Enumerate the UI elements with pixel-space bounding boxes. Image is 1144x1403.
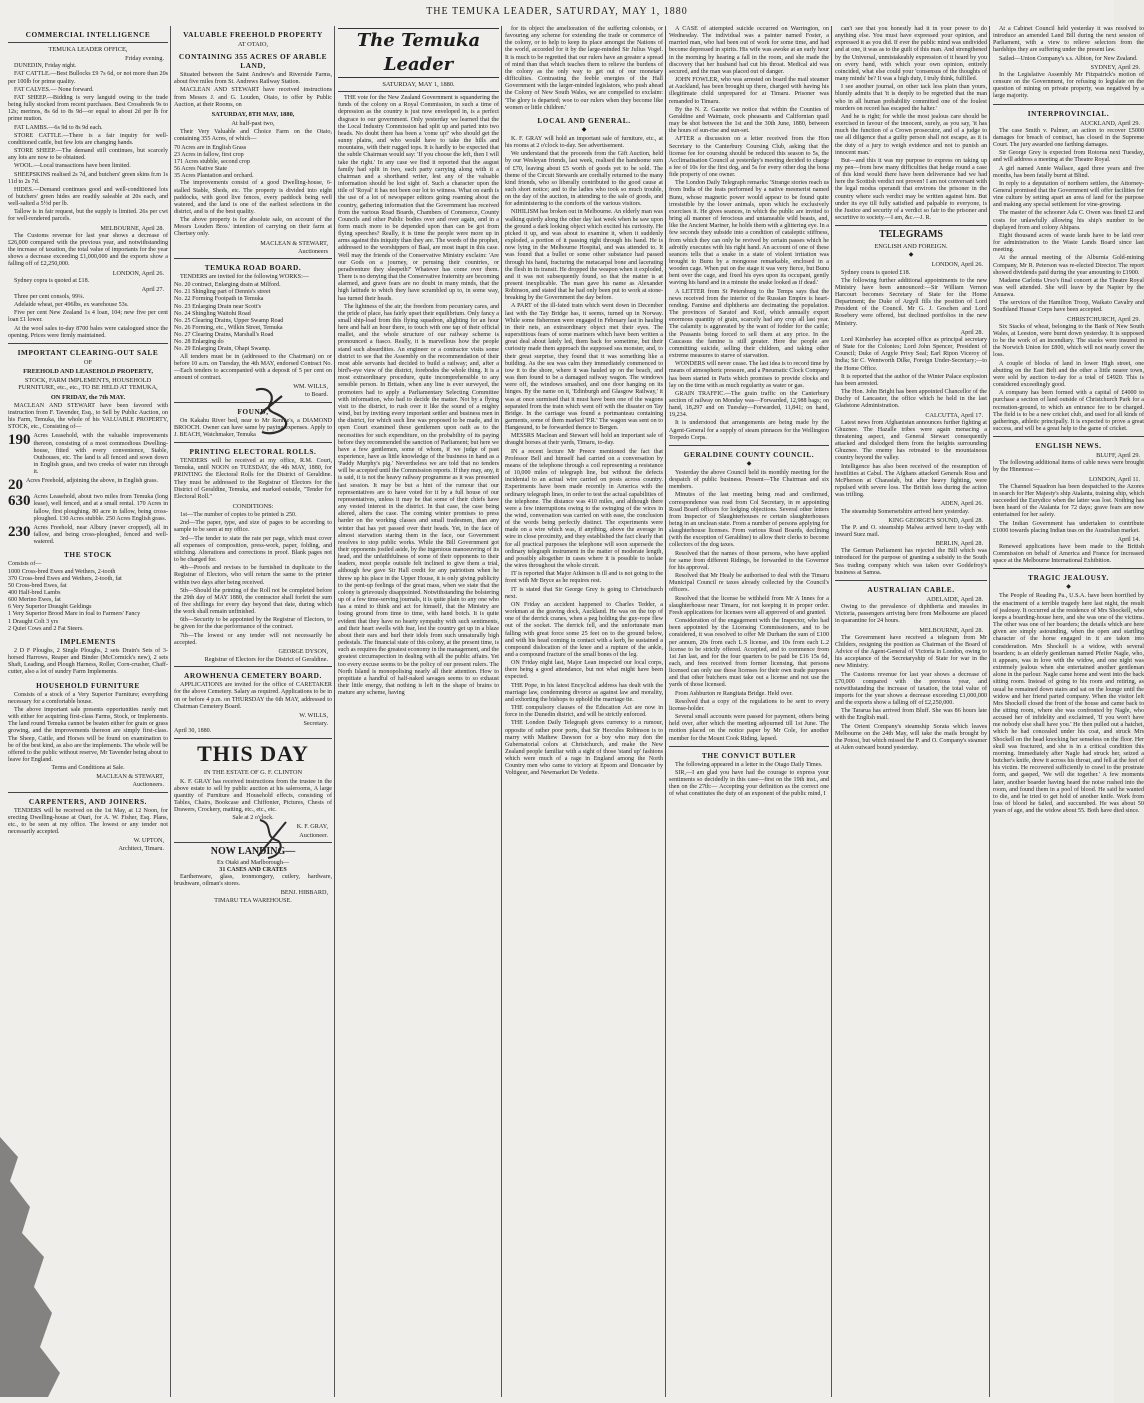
dateline: CHRISTCHURCH, April 29. — [1067, 315, 1140, 323]
dateline: BERLIN, April 28. — [935, 540, 983, 548]
list-item: 171 Acres stubble, second crop — [174, 158, 250, 165]
news-item: NIHILISM has broken out in Melbourne. An elderly man was walking quietly along the other day last week when he saw upon the ground a dark looking object which excited his curiosity. He picked it up, and was about to examine it, when it suddenly exploded, a portion of it passing right through his hand. He is now lying in the Melbourne Hospital, and was attended to. It was found that a bullet or some other substance had passed through his hand, fracturing the metacarpal bone and lacerating the flesh in its transit. He dropped the weapon when it exploded, and it was not subsequently found, so that the matter is at present inexplicable. The man gave his name as Alexander Robinson, and stated that he had only been put to work at stone-breaking by the Government the day before. — [505, 209, 663, 302]
column-4: for its object the amelioration of the suffering colonists, or favouring any scheme for extending the trade or commerce of the colony, or to help to keep its place amongst the Nations of the world, accorded for it by the large-minded Sir Julius Vogel. It is much to be regretted that our rulers have an greater a spread of mind than that which teaches them to relieve the burdens of the colony as the only way to get out of our monetary difficulties. Contrasting the feeble energies of the Hall Government with the larger-minded legislators, who push ahead the Colony of New South Wales, we are compelled to exclaim: 'The glory is departed; woe to our rulers when they become like women or little children.' LOCAL AND GENERAL. ◆ K. F. GRAY will hold an important sale of furniture, etc., at his rooms at 2 o'clock to-day. See advertisement. We understand that the proceeds from the Gift Auction, held by our Wesleyan friends, last week, realised the handsome sum of £70, leaving about £5 worth of goods yet to be sold. The theme of the Circuit Stewards are cordially returned to the many kind friends, who so liberally contributed to the good cause at such short notice; and to the ladies who took so much trouble, on the day of the auction, in attending to the sale of goods, and for administering to the comforts of the various visitors. NIHILISM has broken out in Melbourne. An elderly man was walking quietly along the other day last week when he saw upon the ground a dark looking object which excited his curiosity. He picked it up, and was about to examine it, when it suddenly exploded, a portion of it passing right through his hand. He is now lying in the Melbourne Hospital, and was attended to. It was found that a bullet or some other substance had passed through his hand, fracturing the metacarpal bone and lacerating the flesh in its transit. He dropped the weapon when it exploded, and it was not subsequently found, so that the matter is at present inexplicable. The man gave his name as Alexander Robinson, and stated that he had only been put to work at stone-breaking by the Government the day before. A PART of the ill-fated train which went down in December last with the Tay Bridge has, it seems, turned up in Norway. While some fishermen were engaged in February last in hauling in their nets, an extraordinary object met their eyes. The superstitious fears of some mariners which have been written a great deal about lately led, them back for sometime, but their curiosity made them approach the supposed sea monster, and, to their great surprise, they found that it was something like a building. As the sea was calm they immediately commenced to tow it to the shore, where it was hauled up on the beach, and was then found to be a damaged railway wagon. The windows were off, the windows smashed, and one door hanging on its hinges. By the name on it, 'Edinburgh and Glasgow Railway,' it was at once surmised that it must have been one of the wagons separated from the train which went off with the disaster on Tay Bridge. In the carriage was found a portmanteau containing garments, some of them marked 'P.R.' The wagon was sent on to Hangesund, to be forwarded thence to Bergen. MESSRS Maclean and Stewart will hold an important sale of draught horses at their yards, Timaru, to-day. IN a recent lecture Mr Preece mentioned the fact that Professor Bell and himself had carried on a conversation by means of the telephone through a coil representing a resistance of 10,000 miles of telegraph line, but without the defects incidental to an actual wire carried on posts across country. Experiments have been made recently in America with the ordinary telegraph lines, in order to test the actual capabilities of the telephone. The distance was 410 miles, and although there were a few interruptions owing to the swinging of the wires in the wind, conversation was carried on with ease, the conclusion of the words being perfectly distinct. The experiments were made on a wire which was, if anything, above the average in wire in close proximity, and they established the fact clearly that for all practical purposes the telephone will soon supersede the ordinary telegraph instrument in the matter of moderate length, and possibly altogether in cases where it is possible to isolate the wires throughout the whole circuit. IT is reported that Major Atkinson is ill and is not going to the front with Mr Bryce as he requires rest. IT is stated that Sir George Grey is going to Christchurch next. ON Friday an accident happened to Charles Tedder, a workman at the graving dock, Auckland. He was on the top of one of the derrick cranes, when a peg holding the guy-rope flew out of the socket. The derrick fell, and the unfortunate man falling with great force some 25 feet on to the ground below, and with his head coming in contact with a kerb, he sustained a compound dislocation of the knee and a rupture of the ankle, and a compound fracture of the small bones of the leg. ON Friday night last, Major Lean inspected our local corps, there being a good attendance, but not what might have been expected. THE Pope, in his latest Encyclical address has dealt with the marriage law, condemning divorce as against law and morality, and exhorting the bishops to uphold the marriage tie. THE compulsory clauses of the Education Act are now in force in the Dunedin district, and will be strictly enforced. THE London Daily Telegraph gives currency to a rumour, opposite of rather poor ports, that Sir Hercules Robinson is to marry with Mathew Dawson for a boy who may don the Gubernatorial colors at Christchurch, and make the New Zealand people familiar with a sight of those 'stand up' fashions which were much of a rage in England among the North Country men who came to victory at Epsom and Doncaster by Voltigeur, and Newmarket De Vedette. — [505, 26, 663, 1397]
condition: 3rd—The tender to state the rate per page, which must cover all expenses of composition, press-work, paper, folding, and stitching. Alterations and corrections in proof. Blank pages not to be charged for. — [174, 535, 332, 564]
english-news-heading: ENGLISH NEWS. — [1035, 441, 1102, 451]
news-item: Sir George Grey is expected from Rotorua next Tuesday, and will address a meeting at the Theatre Royal. — [993, 150, 1144, 164]
furniture-heading: HOUSEHOLD FURNITURE — [36, 680, 140, 690]
estate-time: Sale at 2 o'clock. — [232, 815, 274, 822]
list-item: No. 24 Shingling Waitohi Road — [174, 310, 251, 317]
dateline: LONDON, April 26. — [931, 261, 983, 269]
dateline: MELBOURNE, April 28. — [100, 224, 164, 232]
cable-item: Owing to the prevalence of diphtheria and measles in Victoria, passengers arriving here from Melbourne are placed in quarantine for 24 hours. — [835, 604, 987, 625]
property-date: SATURDAY, 8TH MAY, 1880, — [211, 110, 295, 118]
signature: Auctioneers. — [132, 781, 164, 789]
this-day-heading: THIS DAY — [197, 741, 309, 767]
paragraph: SHEEPSKINS realised 2s 7d, and butchers' green skins fr.m 1s 11d to 2s 7d. — [8, 171, 168, 185]
dateline: LONDON, April 11. — [1089, 475, 1140, 483]
paragraph: STORE SHEEP.—The demand still continues, but scarcely any lots are now to be obtained. — [8, 148, 168, 162]
sale-heading: IMPORTANT CLEARING-OUT SALE — [17, 347, 159, 357]
news-item: IT is reported that Major Atkinson is ill and is not going to the front with Mr Bryce as he requires rest. — [505, 571, 663, 585]
list-item: No. 28 Enlarging do — [174, 339, 224, 346]
australian-cable-heading: AUSTRALIAN CABLE. — [867, 584, 955, 594]
cable-item: The Tararua has arrived from Bluff. She was 86 hours late with the English mail. — [835, 708, 987, 722]
leader-date: SATURDAY, MAY 1, 1880. — [382, 81, 455, 88]
tragic-jealousy-heading: TRAGIC JEALOUSY. — [1028, 573, 1109, 583]
telegrams-heading: TELEGRAMS — [879, 229, 943, 241]
news-item: The Channel Squadron has been despatched to the Azores in search for Her Majesty's ship Atalanta, training ship, which succeeded the Eurydice when the latter was lost. Nothing has been heard of the Atalanta for 72 days; grave fears are now entertained for her safety. — [993, 483, 1144, 519]
paragraph: DUNEDIN, Friday night. — [14, 63, 77, 70]
news-item: In reply to a deputation of northern settlers, the Attorney-General promised that the Government will offer facilities for vine culture by setting apart an area of land for the purpose and making any special settlement for vine-growing. — [993, 180, 1144, 209]
news-item: AFTER a discussion on a letter received from the Hon Secretary to the Canterbury Coursing Club, asking that the license fee for coursing should be reduced this season to 5s, the Acclimatisation Council at yesterday's meeting decided to charge a fee of 10s for the first dog, and 5s for every other dog the bona fide property of one owner. — [669, 136, 829, 179]
news-item: JOHN FOWLER, who was arrested on board the mail steamer at Auckland, has been brought up there, charged with having his illegitimate child unprepared for at Timaru. Prisoner was remanded to Timaru. — [669, 77, 829, 105]
council-item: Yesterday the above Council held its monthly meeting for the despatch of public business. Present—The Chairman and six members. — [669, 469, 829, 491]
editorial-paragraph: for its object the amelioration of the suffering colonists, or favouring any scheme for extending the trade or commerce of the colony, or to help to keep its place amongst the Nations of the world, accorded for it by the large-minded Sir Julius Vogel. It is much to be regretted that our rulers have an greater a spread of mind than that which teaches them to relieve the burdens of the colony as the only way to get out of our monetary difficulties. Contrasting the feeble energies of the Hall Government with the larger-minded legislators, who push ahead the Colony of New South Wales, we are compelled to exclaim: 'The glory is departed; woe to our rulers when they become like women or little children.' — [505, 26, 663, 111]
cemetery-date: April 30, 1880. — [174, 728, 212, 735]
editorial-paragraph: THE vote for the New Zealand Government is squandering the funds of the colony on a Royal Commission, in such a time of depression as the country is just now enveloped in, is a perfect disgrace to our government. Only yesterday we learned that the the Local Industry Commission had split up and parted into two heads. No doubt there has been a 'come up!' who should get the sunny plains, and who would have to take the hills and mountains, with their rugged tops. It is hardly to be expected that the subtle Chairman would say: 'If you choose the left, then I will take the right.' In any case we find it reported that the august family had split in two, each party carrying along with it a chairman and a shorthand writer, lest any of the valuable information should be lost sight of. Such a character upon the title of 'Royal' it has not been our lot to witness. What on earth is the use of a lot of newspaper editors going roaming about the country, gathering information that the Government has received from the various Road Boards, Chambers of Commerce, County Councils and other Public bodies over and over again, and in a form much more to be depended upon than can be got from flying speeches? Really, it is time the people were more up in arms against this iniquity than they are. The words of the prophet, addressed to the worshippers of Baal, are most inapt in this case. Well may the friends of the Conservative Ministry exclaim: 'Are our Gods on a journey, or perusing their countries, or peradventure they sleepeth?' Whatever has come over them. There is no denying that the Conservative fraternity are becoming alarmed, and grave fears are no doubt in many minds, that the high latitude to which they have scrambled up to, in some way, has turned their heads. — [338, 95, 499, 302]
news-item: K. F. GRAY will hold an important sale of furniture, etc., at his rooms at 2 o'clock to-day. See advertisement. — [505, 135, 663, 150]
telegram-item: The following further additional appointments to the new Ministry have been announced:—Sir William Vernon Harcourt becomes Secretary of State for the Home Department; the Duke of Argyll fills the position of Lord President of the Council. Mr G. J. Goschen and Lord Rosebery were offered, but declined portfolios in the new Ministry. — [835, 277, 987, 327]
lot-text: Acres Freehold, near Albury (never cropped), all in fallow, and being cross-ploughed, fenced and well-watered. — [33, 524, 168, 546]
found-heading: FOUND, — [237, 406, 269, 416]
property-heading: VALUABLE FREEHOLD PROPERTY — [183, 30, 323, 39]
telegram-item: Sydney coura is quoted £18. — [841, 269, 911, 276]
terms-line: Terms and Conditions at Sale. — [51, 765, 125, 772]
cable-item: The Orient Company's steamship Sorata which leaves Melbourne on the 24th May, will take the mails brought by the Potosi, but which missed the P. and O. Company's steamer at Aden outward bound yesterday. — [835, 723, 987, 752]
list-item: 1 Very Superior Brood Mare in foal to Farmers' Fancy — [8, 611, 141, 618]
news-item: ON Friday an accident happened to Charles Tedder, a workman at the graving dock, Auckland. He was on the top of one of the derrick cranes, when a peg holding the guy-rope flew out of the socket. The derrick fell, and the unfortunate man falling with great force some 25 feet on to the ground below, and with his head coming in contact with a kerb, he sustained a compound dislocation of the knee and a rupture of the ankle, and a compound fracture of the small bones of the leg. — [505, 601, 663, 658]
news-item: WONDERS will never cease. The last idea is to record time by means of atmospheric pressure, and a Pneumatic Clock Company has been started in Paris which promises to provide clocks and lay on the time with as much regularity as water or gas. — [669, 361, 829, 389]
news-item: The master of the schooner Ada C. Owen was fined £2 and costs for unlawfully allowing his ship's number to be displayed from and colony Ahipara. — [993, 210, 1144, 231]
letter-paragraph: can't see that you honestly had it in your power to do anything else. You must have expressed your opinion, and expressed it as you did. If ever the public mind was undivided and at one, it was as to the guilt of this man. And strengthened by the Universal, unmistakeably expression of it heard by you on every hand, with which your own opinion, entirely coincided, what else could your 'consensus of the thoughts of many minds' be? It was a high duty, I truly think, fulfilled. — [835, 26, 987, 83]
signature: MACLEAN & STEWART, — [260, 239, 328, 247]
news-item: MESSRS Maclean and Stewart will hold an important sale of draught horses at their yards, Timaru, to-day. — [505, 433, 663, 447]
condition: 2nd—The paper, type, and size of pages to be according to sample to be seen at my office. — [174, 520, 332, 534]
local-general-heading: LOCAL AND GENERAL. — [537, 115, 631, 125]
lot-item — [8, 433, 168, 476]
cable-item: At a Cabinet Council held yesterday it was resolved to introduce an amended Land Bill during the next session of Parliament, with a view to relieve selectors from the hardships they are suffering under the present law. — [993, 26, 1144, 54]
news-item: A girl named Annie Wallace, aged three years and five months, has been fatally burnt at Blind. — [993, 165, 1144, 179]
property-situated: Situated between the Saint Andrew's and Riverside Farms, about five miles from St. Andrews Railway Station. — [174, 72, 332, 86]
sale-subheading: ON FRIDAY, the 7th MAY. — [50, 393, 126, 401]
lot-number: 190 — [8, 432, 31, 449]
estate-text: K. F. GRAY has received instructions from the trustee in the above estate to sell by public auction at his salerooms, A large quantity of Furniture and Household effects, consisting of Tables, Chairs, Bookcase and Chiffonier, Pictures, Chests of Drawers, Crockery, matting, etc., etc., etc. — [174, 778, 332, 814]
signature: Secretary. — [303, 720, 328, 728]
list-item: 2 Quiet Cows and 2 Fat Steers. — [8, 625, 84, 632]
paragraph: Tallow is in fair request, but the supply is limited. 26s per cwt for well-rendered parcels. — [8, 209, 168, 223]
implements-heading: IMPLEMENTS — [60, 636, 116, 646]
lot-number: 20 — [8, 477, 23, 494]
paragraph: FAT CATTLE.—Best Bullocks £9 7s 6d, or not more than 20s per 100lb for prime quality. — [8, 71, 168, 85]
list-item: No. 26 Forming, etc., Wilkin Street, Temuka — [174, 325, 283, 331]
dateline: AUCKLAND, April 29. — [1080, 119, 1140, 127]
condition: 4th—Proofs and revises to be furnished in duplicate to the Registrar of Electors, who will return the same to the printer within two days after being received. — [174, 565, 332, 586]
paragraph: Sydney copra is quoted at £18. — [14, 277, 90, 284]
council-item: Minutes of the last meeting being read and confirmed, correspondence was read from Col Secretary, in re appointing Road Board officers for lodging objections. Several other letters from Inspector of Slaughterhouses re certain slaughterhouses being in an unclean state. From a number of persons applying for slaughterhouse licenses. From various Road Boards, declining (with the exception of Geraldine) to allow their clerks to become collectors of the dog taxes. — [669, 492, 829, 549]
news-item: The services of the Hamilton Troop, Waikato Cavalry and Southland Hussar Corps have been accepted. — [993, 300, 1144, 314]
sale-subheading: OF — [83, 358, 93, 366]
acres-list — [174, 145, 332, 181]
dateline: ADELAIDE, April 28. — [926, 595, 983, 603]
list-item: 370 Cross-bred Ewes and Wethers, 2-tooth, fat — [8, 575, 122, 582]
signature: Registrar of Electors for the District of Geraldine. — [204, 656, 328, 664]
column-1 — [8, 26, 168, 1397]
council-item: Resolved that a copy of the regulations to be sent to every license-holder. — [669, 698, 829, 712]
cable-item: The Government have received a telegram from Mr Childers, resigning the position as Chairman of the Board of Advice of the Agent-General of Victoria in London, owing to his acceptance of the Secretaryship of State for war in the new Ministry. — [835, 634, 987, 670]
property-desc: Their Very Valuable and Choice Farm on the Otaio, containing 355 Acres, of which— — [174, 129, 332, 143]
letter-paragraph: But—and this it was my purpose to express on taking up my pen—from how many difficulties that hedge round a case of this kind would there have been deliverance had we had here the Scottish verdict not proven! I am not conversant with the legal modus operandi that environs the prisoner in the country where such verdict may be written against him. But under its eye till fully satisfied and palpable to everyone, is the Justice and security of a verdict so fair to the prisoner and securitive to society.—I am, &c.—J. R. — [835, 157, 987, 222]
news-item: GRAIN TRAFFIC.—The grain traffic on the Canterbury section of railway on Monday was—Forwarded, 12,988 bags; on hand, 18,297 and on Tuesday—Forwarded, 11,841; on hand, 19,234. — [669, 390, 829, 419]
property-subheading: CONTAINING 355 ACRES OF ARABLE LAND, — [178, 52, 328, 71]
dateline: CALCUTTA, April 17. — [925, 411, 983, 419]
news-item: THE Pope, in his latest Encyclical address has dealt with the marriage law, condemning divorce as against law and morality, and exhorting the bishops to uphold the marriage tie. — [505, 682, 663, 703]
list-item: No. 20 contract, Enlarging drain at Milford. — [174, 282, 281, 289]
estate-heading: IN THE ESTATE OF G. F. CLINTON — [203, 769, 303, 777]
list-item: 56 Acres Native State — [174, 166, 227, 173]
letter-paragraph: I see another journal, on other tack less plain than yours, bluntly admits that 'it is deeply to be regretted that the man who in all human probability committed one of the foulest murders on record has escaped the halter.' — [835, 84, 987, 112]
list-item: No. 27 Clearing Drains, Marshall's Road — [174, 332, 274, 339]
news-item: The case Smith v. Palmer, an action to recover £5000 damages for breach of contract, has closed in the Supreme Court. The jury awarded one farthing damages. — [993, 127, 1144, 149]
paragraph: At the wool sales to-day 8700 bales were catalogued since the opening. Prices were firmly maintained. — [8, 325, 168, 339]
lot-number: 230 — [8, 523, 31, 540]
list-item: No. 21 Shingling part of Dennis's street — [174, 289, 271, 296]
signature: BENJ. HIBBARD, — [280, 889, 328, 897]
council-item: Resolved that the license be withheld from Mr A Innes for a slaughterhouse near Timaru, for not keeping it in proper order. Fresh applications for licenses were all approved of and granted. — [669, 595, 829, 616]
carpenters-text: TENDERS will be received on the 1st May, at 12 Noon, for erecting Dwelling-house at Otari, for A. W. Fisher, Esq. Plans, etc., to be seen at my office. The lowest or any tender not necessarily accepted. — [8, 807, 168, 836]
cable-item: The Customs revenue for last year shows a decrease of £70,000 compared with the previous year, and notwithstanding the increase of taxation, the total value of imports for the year shows a decrease exceeding £1,000,000 and the exports show a falling off of £2,250,000. — [835, 671, 987, 707]
signature: GEORGE DYSON, — [278, 647, 328, 655]
telegram-item: Latest news from Afghanistan announces further fighting at Ghuznee. The Hazalle tribes were again menacing a threatening aspect, and General Stewart consequently attacked and dislodged them from the heights surrounding Ghuznee. The enemy has retreated to the mountainous country beyond the valley. — [835, 419, 987, 462]
sale-closing: The above important sale presents opportunities rarely met with either for acquiring first-class Farms, Stock, or Implements. The land round Temuka cannot be beaten either for grain or grass growing, and the improvements thereon are simply first-class. The Sheep, Cattle, and Horses will be found on examination to be of the best kind, as also are the implements. The whole will be offered to the public without reserve, Mr Tavender being about to leave for England. — [8, 706, 168, 763]
telegram-item: The Hon. John Bright has been appointed Chancellor of the Duchy of Lancaster, the office which he held in the last Gladstone Administration. — [835, 389, 987, 410]
condition: 7th—The lowest or any tender will not necessarily be accepted. — [174, 632, 332, 646]
list-item: No. 23 Enlarging Drain near Scott's — [174, 303, 261, 310]
carpenters-heading: CARPENTERS, AND JOINERS. — [28, 796, 148, 806]
convict-letter: SIR,—I am glad you have had the courage to express your sentiments so decidedly in this case—first on the 19th inst., and then on the 27th:— Accepting your definition as the correct one of what constitutes the duty of an exponent of the public mind, I — [669, 769, 829, 798]
telegram-item: Lord Kimberley has accepted office as principal secretary of State for the Colonies; Lord John Spencer, President of Council; Duke of Argyle Privy Seal; Earl Ripon Viceroy of India; Sir C. Wentworth Dilke, Foreign Under-Secretary;—to the Home Office. — [835, 336, 987, 372]
council-item: Resolved that the names of those persons, who have applied for same from different Ridings, be forwarded to the Governor for his approval. — [669, 550, 829, 571]
news-item: Eight thousand acres of waste lands have to be laid over for administration to the Waste Lands Board since last meeting. — [993, 232, 1144, 254]
landing-ship: Ex Otaki and Marlborough— — [217, 859, 289, 866]
telegram-item: The P. and O. steamship Malwa arrived here to-day with inward Suez mail. — [835, 524, 987, 538]
lot-text: Acres Freehold, adjoining the above, in English grass. — [26, 478, 159, 485]
paragraph: FAT SHEEP.—Bidding is very languid owing to the trade being fully stocked from recent purchases. Best Crossbreds 9s to 12s; merinos, 8s 6d to 8s 9d—or equal to about 2d per lb for prime mutton. — [8, 94, 168, 123]
news-item: At the annual meeting of the Alburnia Gold-mining Company, Mr R. Peterson was re-elected Director. The report showed dividends paid during the year amounting to £1900. — [993, 255, 1144, 276]
paragraph: FAT LAMBS.—6s 9d to 8s 9d each. — [14, 124, 103, 131]
telegram-item: Intelligence has also been received of the resumption of hostilities at Cabul. The Afghans attacked Generals Ross and McPherson at Charasiab, but after heavy fighting, were repulsed with severe loss. The British loss during the action was trifling. — [835, 463, 987, 499]
lot-text: Acres Leasehold, with the valuable improvements thereon, consisting of a most commodious Dwelling-house, fitted with every convenience, Stable, Outhouses, etc. The land is all fenced and sown down in English grass, and two creeks of water run through it. — [33, 433, 168, 476]
list-item: 400 Half-bred Lambs — [8, 590, 61, 596]
printing-text: TENDERS will be received at my office, R.M. Court, Temuka, until NOON on TUESDAY, the 4th MAY, 1880, for PRINTING the Electoral Rolls for the District of Geraldine. They must be addressed to the Registrar of Electors for the District of Geraldine, Temuka, and marked outside, "Tender for Electoral Roll." — [174, 458, 332, 500]
list-item: 6 Very Superior Draught Geldings — [8, 604, 92, 611]
paper-logo: The Temuka Leader — [338, 28, 499, 78]
list-item: 1000 Cross-bred Ewes and Wethers, 2-tooth — [8, 568, 116, 575]
list-item: 70 Acres are in English Grass — [174, 144, 247, 151]
signature: to Board. — [304, 391, 328, 399]
landing-text: Earthenware, glass, ironmongery, cutlery, hardware, brushware, oilman's stores. — [174, 874, 332, 888]
stock-intro: Consists of— — [8, 561, 42, 568]
news-item: IN a recent lecture Mr Preece mentioned the fact that Professor Bell and himself had carried on a conversation by means of the telephone through a coil representing a resistance of 10,000 miles of telegraph line, but without the defects incidental to an actual wire carried on posts across country. Experiments have been made recently in America with the ordinary telegraph lines, in order to test the actual capabilities of the telephone. The distance was 410 miles, and although there were a few interruptions owing to the swinging of the wires in the wind, conversation was carried on with ease, the conclusion of the words being perfectly distinct. The experiments were made on a wire which was, if anything, above the average in wire in close proximity, and they established the fact clearly that for all practical purposes the telephone will soon supersede the ordinary telegraph instrument in the matter of moderate length, and possibly altogether in cases where it is possible to isolate the wires throughout the whole circuit. — [505, 448, 663, 570]
columns — [8, 26, 1144, 1397]
paragraph: HIDES.—Demand continues good and well-conditioned lots of butchers' green hides are readily saleable at 20s each, and well-salted a 5½d per lb. — [8, 186, 168, 208]
paragraph: Adelaide wheat, per 496lbs, ex warehouse 53s. — [14, 302, 129, 309]
column-3 — [338, 26, 499, 1397]
news-item: Six Stacks of wheat, belonging to the Bank of New South Wales, at Leeston, were burnt down yesterday. It is supposed to be the work of an incendiary. The stacks were insured in the Norwich Union for £800, which will not nearly cover the loss. — [993, 323, 1144, 359]
paragraph: The Customs revenue for last year shows a decrease of £26,000 compared with the previous year, and notwithstanding the increase of taxation, the total value of importants for the year shows a decrease exceeding £1,000,000 and the exports show a falling off of £2,250,000. — [8, 232, 168, 268]
list-item: 50 Cross-bred Ewes, fat — [8, 582, 67, 589]
telegram-item: It is reported that the author of the Winter Palace explosion has been arrested. — [835, 373, 987, 387]
stock-heading: THE STOCK — [63, 550, 113, 560]
property-note: The above property is for absolute sale, on account of the Messrs Louden Bros.' intention of carrying on their farm at Chertsey only. — [174, 217, 332, 238]
condition: 5th—Should the printing of the Roll not be completed before the 29th day of MAY 1880, the contractor shall forfeit the sum of five shillings for every day beyond that date, during which the work shall remain unfinished. — [174, 587, 332, 616]
list-item: No. 29 Enlarging Drain, Ohapi Swamp. — [174, 346, 271, 353]
office-line: TEMUKA LEADER OFFICE, — [48, 46, 128, 53]
dateline: April 28. — [960, 328, 983, 336]
conditions-heading: CONDITIONS: — [232, 502, 274, 510]
council-item: Consideration of the engagement with the Inspector, who had been appointed by the Licensing Commissioners, and to be considered, it was resolved to offer Mr Durham the sum of £100 per annum, 20s from each L.S license, and 10s from each L.2 license to be strictly offered. Accepted, and to commence from 1st Jan last, and for the four quarters to be paid be £16 15s 6d, each, and fees received from former licensing, that persons licensed can only use those licenses for their own trade purposes and that other butchers must take out a license and not use the yards of those licensed. — [669, 618, 829, 689]
cable-item: In the Legislative Assembly Mr Fitzpatrick's motion of censure on the Government, for refusing to legislate on the question of mining on private property, was negatived by a large majority. — [993, 71, 1144, 100]
sale-intro: MACLEAN AND STEWART have been favored with instruction from F. Tavender, Esq., to Sell by Public Auction, on his Farm, Temuka, the whole of his VALUABLE PROPERTY, STOCK, etc., Consisting of— — [8, 402, 168, 431]
found-text: On Kakahu River bed, near to Mr Rennie's, a DIAMOND BROOCH. Owner can have same by paying expenses. Apply to J. BEACH, Watchmaker, Temuka — [174, 417, 332, 438]
lot-item — [8, 478, 168, 492]
signature: W. UPTON, — [133, 837, 164, 845]
news-item: A LETTER from St Petersburg to the Temps says that the news received from the interior of the Russian Empire is heart-rending. Famine and diphtheria are decimating the population. The provinces of Saratof and Koif, which annually export enormous quantity of grain, scarcely had any crop all last year. The calamity is aggravated by the want of fodder for the cattle; the Peasants being forced to sell them at any price. In the Caucasus the famine is still greater. Here the people are committing suicide, selling their children, and taking other extreme measures to starve of starvation. — [669, 288, 829, 360]
road-intro: TENDERS are invited for the following WORKS:— — [180, 273, 309, 280]
day-line: Friday evening. — [125, 55, 164, 63]
interprovincial-heading: INTERPROVINCIAL. — [1027, 108, 1110, 118]
dateline: ADEN, April 26. — [940, 500, 983, 508]
sale-subheading: FREEHOLD AND LEASEHOLD PROPERTY, — [23, 368, 153, 376]
letter-paragraph: And he is right; for while the most jealous care should be exercised in favour of the innocent, surely, as you say, 'it has much the function of a Crown prosecutor, and of a judge to use all diligence that a guilty person shall not escape, as it is the duty of a jury to weigh evidence and not to punish an innocent man.' — [835, 113, 987, 156]
road-board-heading: TEMUKA ROAD BOARD. — [204, 262, 302, 272]
news-item: THE London Daily Telegraph gives currency to a rumour, opposite of rather poor ports, that Sir Hercules Robinson is to marry with Mathew Dawson for a boy who may don the Gubernatorial colors at Christchurch, and make the New Zealand people familiar with a sight of those 'stand up' fashions which were much of a rage in England among the North Country men who came to victory at Epsom and Doncaster by Voltigeur, and Newmarket De Vedette. — [505, 720, 663, 777]
dateline: April 14. — [1117, 535, 1140, 543]
column-5: A CASE of attempted suicide occurred on Warrington, on Wednesday. The individual was a painter named Foster, a married man, who had been out of work for some time, and had become depressed in spirits. His wife was awoke at an early hour in the morning by hearing a fall in the room, and she made the discovery that her husband had cut his throat. Medical aid was secured, and the man was placed out of danger. JOHN FOWLER, who was arrested on board the mail steamer at Auckland, has been brought up there, charged with having his illegitimate child unprepared for at Timaru. Prisoner was remanded to Timaru. By the N. Z. Gazette we notice that within the Counties of Geraldine and Waimate, cock pheasants and Californian quail may be shot between the 1st and the 30th June, 1880, between the hours of sun-rise and sun-set. AFTER a discussion on a letter received from the Hon Secretary to the Canterbury Coursing Club, asking that the license fee for coursing should be reduced this season to 5s, the Acclimatisation Council at yesterday's meeting decided to charge a fee of 10s for the first dog, and 5s for every other dog the bona fide property of one owner. The London Daily Telegraph remarks: 'Strange stories reach us from India of the feats performed by a native mesmerist named Bunu, whose magnetic power would appear to be found quite irresistible by the lower animals, upon which he exclusively exercises it. He gives seances, in which the public are invited to bring all manner of ferocious and untameable wild beasts, and, like the Ancient Mariner, he holds them with a glittering eye. In a few seconds they subside into a condition of cataleptic stiffness, from which they can only be revived by certain passes which he adroitly executes with his right hand. An account of one of these seances tells that a snake in a state of violent irritation was brought to Bunu by a mongoose remarkable, enclosed in a wooden cage. When put on the stage it was very fierce, but Bunu bent over the cage, and fixed his eyes upon its occupant, gently waving his hand and in a minute the snake looked as if dead.' A LETTER from St Petersburg to the Temps says that the news received from the interior of the Russian Empire is heart-rending. Famine and diphtheria are decimating the population. The provinces of Saratof and Koif, which annually export enormous quantity of grain, scarcely had any crop all last year. The calamity is aggravated by the want of fodder for the cattle; the Peasants being forced to sell them at any price. In the Caucasus the famine is still greater. Here the people are committing suicide, selling their children, and taking other extreme measures to starve of starvation. WONDERS will never cease. The last idea is to record time by means of atmospheric pressure, and a Pneumatic Clock Company has been started in Paris which promises to provide clocks and lay on the time with as much regularity as water or gas. GRAIN TRAFFIC.—The grain traffic on the Canterbury section of railway on Monday was—Forwarded, 12,988 bags; on hand, 18,297 and on Tuesday—Forwarded, 11,841; on hand, 19,234. It is understood that arrangements are being made by the Agent-General for a supply of steam pinnaces for the Wellington Torpedo Corps. GERALDINE COUNTY COUNCIL. ◆ Yesterday the above Council held its monthly meeting for the despatch of public business. Present—The Chairman and six members. Minutes of the last meeting being read and confirmed, correspondence was read from Col Secretary, in re appointing Road Board officers for lodging objections. Several other letters from Inspector of Slaughterhouses re certain slaughterhouses being in an unclean state. From a number of persons applying for slaughterhouse licenses. From various Road Boards, declining (with the exception of Geraldine) to allow their clerks to become collectors of the dog taxes. Resolved that the names of those persons, who have applied for same from different Ridings, be forwarded to the Governor for his approval. Resolved that Mr Healy be authorised to deal with the Timaru Municipal Council re taxes already collected by the Council's officers. Resolved that the license be withheld from Mr A Innes for a slaughterhouse near Timaru, for not keeping it in proper order. Fresh applications for licenses were all approved of and granted. Consideration of the engagement with the Inspector, who had been appointed by the Licensing Commissioners, and to be considered, it was resolved to offer Mr Durham the sum of £100 per annum, 20s from each L.S license, and 10s from each L.2 license to be strictly offered. Accepted, and to commence from 1st Jan last, and for the four quarters to be paid be £16 15s 6d, each, and fees received from former licensing, that persons licensed can only use those licenses for their own trade purposes and that other butchers must take out a license and not use the yards of those licensed. From Ashburton re Rangitata Bridge. Held over. Resolved that a copy of the regulations to be sent to every license-holder. Several small accounts were passed for payment, others being held over, after which the meeting adjourned till 1st June. The motion placed on the notice paper by Mr Cole, for another member for the Mount Cook Riding, lapsed. THE CONVICT BUTLER The following appeared in a letter in the Otago Daily Times. SIR,—I am glad you have had the courage to express your sentiments so decidedly in this case—first on the 19th inst., and then on the 27th:— Accepting your definition as the correct one of what constitutes the duty of an exponent of the public mind, I — [669, 26, 829, 1397]
dateline: BLUFF, April 29. — [1096, 452, 1140, 460]
telegram-item: The steamship Somersetshire arrived here yesterday. — [841, 508, 970, 515]
news-item: Madame Carlotta Urso's final concert at the Theatre Royal was well attended. She will leave by the Napier by the Anuawa. — [993, 277, 1144, 299]
signature: MACLEAN & STEWART, — [96, 773, 164, 781]
news-item: The London Daily Telegraph remarks: 'Strange stories reach us from India of the feats performed by a native mesmerist named Bunu, whose magnetic power would appear to be found quite irresistible by the lower animals, upon which he exclusively exercises it. He gives seances, in which the public are invited to bring all manner of ferocious and untameable wild beasts, and, like the Ancient Mariner, he holds them with a glittering eye. In a few seconds they subside into a condition of cataleptic stiffness, from which they can only be revived by certain passes which he adroitly executes with his right hand. An account of one of these seances tells that a snake in a state of violent irritation was brought to Bunu by a mongoose remarkable, enclosed in a wooden cage. When put on the stage it was very fierce, but Bunu bent over the cage, and fixed his eyes upon its occupant, gently waving his hand and in a minute the snake looked as if dead.' — [669, 180, 829, 287]
signature: WM. WILLS, — [293, 383, 328, 391]
news-item: We understand that the proceeds from the Gift Auction, held by our Wesleyan friends, last week, realised the handsome sum of £70, leaving about £5 worth of goods yet to be sold. The theme of the Circuit Stewards are cordially returned to the many kind friends, who so liberally contributed to the good cause at such short notice; and to the ladies who took so much trouble, on the day of the auction, in attending to the sale of goods, and for administering to the comforts of the various visitors. — [505, 151, 663, 208]
signature: Architect, Timaru. — [118, 845, 164, 853]
county-council-heading: GERALDINE COUNTY COUNCIL. — [683, 449, 815, 459]
news-item: A CASE of attempted suicide occurred on Warrington, on Wednesday. The individual was a painter named Foster, a married man, who had been out of work for some time, and had become depressed in spirits. His wife was awoke at an early hour in the morning by hearing a fall in the room, and she made the discovery that her husband had cut his throat. Medical aid was secured, and the man was placed out of danger. — [669, 26, 829, 75]
sale-subheading: STOCK, FARM IMPLEMENTS, HOUSEHOLD FURNITURE, etc., etc., TO BE HELD AT TEMUKA, — [18, 377, 158, 392]
improvements-text: The improvements consist of a good Dwelling-house, 6-stalled Stable, Sheds, etc. The property is divided into eight paddocks, with good live fences, every paddock being well watered, and the land is one of the earliest selections in the district, and is of the best quality. — [174, 180, 332, 215]
dateline: LONDON, April 26. — [112, 269, 164, 277]
telegram-item: The German Parliament has rejected the Bill which was introduced for the purpose of granting a subsidy to the South Sea trading company which was taken over Goddefroy's business at Samoa. — [835, 548, 987, 576]
lot-item — [8, 525, 168, 546]
news-item: The Indian Government has undertaken to contribute £1000 towards placing Indian teas on the Australian market. — [993, 520, 1144, 534]
commercial-paras — [8, 63, 168, 340]
condition: 6th—Security to be appointed by the Registrar of Electors, to be given for the due performance of the contract. — [174, 617, 332, 631]
news-item: THE compulsory clauses of the Education Act are now in force in the Dunedin district, and will be strictly enforced. — [505, 705, 663, 719]
news-item: The following additional items of cable news were brought by the Hinemoa:— — [993, 460, 1144, 474]
property-intro: MACLEAN AND STEWART have received instructions from Messrs J. and G. Louden, Otaio, to offer by Public Auction, at their Rooms, on — [174, 87, 332, 108]
dateline: April 27. — [141, 285, 164, 293]
column-7: At a Cabinet Council held yesterday it was resolved to introduce an amended Land Bill during the next session of Parliament, with a view to relieve selectors from the hardships they are suffering under the present law. Sailed—Union Company's s.s. Albion, for New Zealand. SYDNEY, April 29. In the Legislative Assembly Mr Fitzpatrick's motion of censure on the Government, for refusing to legislate on the question of mining on private property, was negatived by a large majority. INTERPROVINCIAL. AUCKLAND, April 29. The case Smith v. Palmer, an action to recover £5000 damages for breach of contract, has closed in the Supreme Court. The jury awarded one farthing damages. Sir George Grey is expected from Rotorua next Tuesday, and will address a meeting at the Theatre Royal. A girl named Annie Wallace, aged three years and five months, has been fatally burnt at Blind. In reply to a deputation of northern settlers, the Attorney-General promised that the Government will offer facilities for vine culture by setting apart an area of land for the purpose and making any special settlement for vine-growing. The master of the schooner Ada C. Owen was fined £2 and costs for unlawfully allowing his ship's number to be displayed from and colony Ahipara. Eight thousand acres of waste lands have to be laid over for administration to the Waste Lands Board since last meeting. At the annual meeting of the Alburnia Gold-mining Company, Mr R. Peterson was re-elected Director. The report showed dividends paid during the year amounting to £1900. Madame Carlotta Urso's final concert at the Theatre Royal was well attended. She will leave by the Napier by the Anuawa. The services of the Hamilton Troop, Waikato Cavalry and Southland Hussar Corps have been accepted. CHRISTCHURCH, April 29. Six Stacks of wheat, belonging to the Bank of New South Wales, at Leeston, were burnt down yesterday. It is supposed to be the work of an incendiary. The stacks were insured in the Norwich Union for £800, which will not nearly cover the loss. A couple of blocks of land in lower High street, one abutting on the East Belt and the other a little nearer town, were sold by auction to-day for a total of £4920. This is considered exceedingly good. A company has been formed with a capital of £4000 to purchase a section of land outside of Christchurch Park for a recreation-ground, to which an entrance fee to be charged. The field is to be a new cricket club, and used for all kinds of gatherings, athletic principally. It is expected to prove a great success, and will be a great help to the game of cricket. ENGLISH NEWS. BLUFF, April 29. The following additional items of cable news were brought by the Hinemoa:— LONDON, April 11. The Channel Squadron has been despatched to the Azores in search for Her Majesty's ship Atalanta, training ship, which succeeded the Eurydice when the latter was lost. Nothing has been heard of the Atalanta for 72 days; grave fears are now entertained for her safety. The Indian Government has undertaken to contribute £1000 towards placing Indian teas on the Australian market. April 14. Renewed applications have been made to the British Commission on behalf of America and France for increased space at the Melbourne International Exhibition. TRAGIC JEALOUSY. ◆ The People of Reading Pa., U.S.A. have been horrified by the enactment of a terrible tragedy here last night, the result of jealousy. It occurred at the residence of Mrs Shockell, who keeps a boarding-house here, and she was one of the victims. The other was one of her boarders; the details which are here given are simply astounding, when the open and startling character of the horse engaged in it are taken into consideration. Mrs Shockell is a widow, with several boarders; is an elderly gentleman named Pfeifer Nagle, who, it appears, was in love with the widow, and one night was extremely jealous when she entertained another gentleman alone in the parlour. Nagle came home and went into the back sitting room. Instead of going to his room and retiring, as usual he remained down stairs and sat on the lounge until the widow and her friend parted company. When the visitor left Mrs Shockell closed the front of the house and came back to the sitting room, where she was confronted by Nagle, who accused her of infidelity and exclaimed, 'If you won't have me nobody else shall have you.' He then pulled out a hatchet, which he had concealed under his coat, and struck Mrs Shockell on the head knocking her senseless on the floor. Her skull was fractured, and she is in a critical condition this morning. Immediately after Nagle had struck her, seized a butcher's knife, drew it across his throat, and fell at the feet of his victim. He recovered sufficiently to crawl to the prostrate form, and gasped, 'We will die together.' A few moments later, another boarder having heard the noise rushed into the room, and found them in a pool of blood. He said he wanted to die, and he tried to get hold of another knife. Work from loss of blood he failed, and succumbed. He was about 50 years of age, and the widow about 55. Both have died since. — [993, 26, 1144, 1397]
dateline: MELBOURNE, April 28. — [919, 626, 983, 634]
paragraph: Five per cent New Zealand 1s 4 loan, 104; new five per cent loan £1 lower. — [8, 310, 168, 324]
editorial-paragraph: The lightness of the air; the freedom from pecuniary cares, and the pride of place, has fairly upset their equilibrium. Only fancy a small ship-load from this flying squadron, alighting for an hour here and half an hour there, to touch with one tap of their official mallet, and the whole structure of our railway scheme is pronounced a fiasco. Really, it is marvellous how the people stand such absurdities. An engineer or a contractor visits some district to see that the Assembly on the recommendation of their most able servants had decided to build a railway; and, after a bird's-eye view of the district, forebodes the whole thing. It is a most extraordinary procedure, quite incomprehensible to any sensible person. In Britain, when any line is ever surveyed, the promoters had to apply a Parliamentary Selecting Committee with information, who had to decide the matter. Not by a flying visit to the district, to rush over it like the sound of a mighty wind, but by inviting every important settler and business men in the district, for which such line was proposed to be made, and in open Court examined these gentlemen upon oath as to the necessities for such expenditure, on the probability of its paying before they recommended the sanction of Parliament; but here we have a few gentlemen, some of whom, if we judge of past experience, have as little knowledge of the business in hand as a 'Paddy Murphy's pig.' Nevertheless we are told that no tenders will be accepted until the Commission reports. If they may, any, it is said, it is not the heavy railway programme as it was presented last session. It may be but a hint of the rumour that our representatives are to have voted for it by a full house of our representatives, unless it may be that some of their chiefs have any vested interest in the district. In that case, the case being altered, alters the case. The coming winter promises to press harder on the working classes and small tradesmen, than any winter that has yet passed over their heads. Yet, in the face of almost starvation staring them in the face, our Government resolves to stop public works. While the Bill Government got their opponents jostled aside, by the ingenious manoeuvring of its head, and the unfaithfulness of some of their opponents to their leaders, most people outside felt inclined to give them a trial, although few gave Sir Hall credit for any patriotism when he threw up his place in the Upper House, it is only giving publicity to the pent-up feelings of the great mass, when we state that the colony is grievously disappointed. Notwithstanding the bolstering up of a few time-serving journals, it is quite plain to any one who has a mind to think and act for himself, that the Ministry are losing ground from time to time, with hand botch. It is quite evident that they have no hearty sympathy with such sentiments, and their heart swells with fear, lest the country get up in a blaze about their ears and hurl their idols from such unnaturally high pedestals. The financial state of this colony, at the present time, is such as requires the greatest economy in the management, and the greatest circumspection in dealing with all the public affairs. Yet too every excuse seems to be the policy of our present rulers. The North Island is monopolising nearly all their attention. How to propitiate a handful of half-naked savages seems to so exhaust their little energy, that nothing is left in the shape of brains to mature any scheme, having — [338, 303, 499, 697]
list-item: 1 Draught Colt 3 yrs — [8, 618, 59, 625]
dateline: SYDNEY, April 29. — [1090, 63, 1140, 71]
council-item: From Ashburton re Rangitata Bridge. Held over. — [675, 690, 793, 697]
convict-intro: The following appeared in a letter in the Otago Daily Times. — [675, 761, 823, 768]
signature: W. WILLS, — [299, 711, 328, 719]
convict-butler-heading: THE CONVICT BUTLER — [701, 750, 797, 760]
council-item: Resolved that Mr Healy be authorised to deal with the Timaru Municipal Council re taxes already collected by the Council's officers. — [669, 573, 829, 594]
telegrams-subheading: ENGLISH AND FOREIGN. — [874, 243, 948, 251]
paragraph: FAT CALVES.— None forward. — [14, 86, 94, 93]
list-item: No. 22 Forming Footpath in Temuka — [174, 296, 264, 303]
landing-cases: 31 CASES AND CRATES — [219, 866, 287, 873]
signature: K. F. GRAY, — [296, 823, 328, 831]
cable-item: Sailed—Union Company's s.s. Albion, for New Zealand. — [999, 55, 1138, 62]
news-item: IT is stated that Sir George Grey is going to Christchurch next. — [505, 586, 663, 600]
signature: TIMARU TEA WAREHOUSE. — [214, 897, 292, 904]
news-item: It is understood that arrangements are being made by the Agent-General for a supply of steam pinnaces for the Wellington Torpedo Corps. — [669, 420, 829, 441]
lot-text: Acres Leasehold, about two miles from Temuka (long lease), well fenced, and at a small rental. 170 Acres in fallow, first ploughing. 80 acre in fallow, being cross-ploughed. 130 Acres stubble. 250 Acres English grass. — [33, 494, 168, 522]
news-item: A company has been formed with a capital of £4000 to purchase a section of land outside of Christchurch Park for a recreation-ground, to which an entrance fee to be charged. The field is to be a new cricket club, and used for all kinds of gatherings, athletic principally. It is expected to prove a great success, and will be a great help to the game of cricket. — [993, 390, 1144, 432]
commercial-heading: COMMERCIAL INTELLIGENCE — [25, 30, 151, 39]
news-item: A couple of blocks of land in lower High street, one abutting on the East Belt and the other a little nearer town, were sold by auction to-day for a total of £4920. This is considered exceedingly good. — [993, 360, 1144, 389]
lot-item — [8, 494, 168, 523]
property-time: At half-past two, — [231, 120, 275, 128]
paragraph: WOOL.—Local transactions have been limited. — [14, 163, 131, 170]
list-item: No. 25 Clearing Drains, Upper Swamp Road — [174, 317, 284, 324]
page-masthead: THE TEMUKA LEADER, SATURDAY, MAY 1, 1880 — [426, 6, 688, 17]
list-item: 23 Acres in fallow, first crop — [174, 151, 244, 158]
condition: 1st—The number of copies to be printed is 250. — [180, 512, 297, 519]
furniture-text: Consists of a stock of a Very Superior Furniture; everything necessary for a comfortable house. — [8, 691, 168, 705]
page-damage — [0, 1137, 66, 1397]
stock-list — [8, 569, 168, 633]
property-subheading: AT OTAIO, — [237, 41, 269, 48]
signature: Auctioneers — [298, 247, 328, 255]
news-item: By the N. Z. Gazette we notice that within the Counties of Geraldine and Waimate, cock pheasants and Californian quail may be shot between the 1st and the 30th June, 1880, between the hours of sun-rise and sun-set. — [669, 106, 829, 135]
dateline: KING GEORGE'S SOUND, April 28. — [888, 516, 983, 524]
implements-text: 2 D F Ploughs, 2 Single Ploughs, 2 sets Drain's Sets of 3-horsed Harrows, Reaper and Binder (McCormick's new), 2 sets Shaft, Leading, and Plough Harness, Roller, Corn-crusher, Chaff-cutter, also a lot of sundry Farm Implements. — [8, 647, 168, 676]
council-item: Several small accounts were passed for payment, others being held over, after which the meeting adjourned till 1st June. The motion placed on the notice paper by Mr Cole, for another member for the Mount Cook Riding, lapsed. — [669, 714, 829, 742]
cemetery-heading: AROWHENUA CEMETERY BOARD. — [184, 671, 322, 681]
tender-note: All tenders must be in (addressed to the Chairman) on or before 10 a.m. on Tuesday, the 4th MAY, endorsed Contract No.—Each tenders to accompanied with a deposit of 5 per cent on amount of contract. — [174, 353, 332, 382]
cemetery-text: APPLICATIONS are invited for the office of CARETAKER for the above Cemetery. Salary as required. Applications to be in on or before 4 p.m. on THURSDAY the 6th MAY, addressed to Chairman Cemetery Board. — [174, 682, 332, 710]
paragraph: STORE CATTLE.—There is a fair inquiry for well-conditioned cattle, but few lots are changing hands. — [8, 132, 168, 146]
landing-heading: NOW LANDING— — [210, 845, 296, 857]
column-6: can't see that you honestly had it in your power to do anything else. You must have expressed your opinion, and expressed it as you did. If ever the public mind was undivided and at one, it was as to the guilt of this man. And strengthened by the Universal, unmistakeably expression of it heard by you on every hand, with which your own opinion, entirely coincided, what else could your 'consensus of the thoughts of many minds' be? It was a high duty, I truly think, fulfilled. I see another journal, on other tack less plain than yours, bluntly admits that 'it is deeply to be regretted that the man who in all human probability committed one of the foulest murders on record has escaped the halter.' And he is right; for while the most jealous care should be exercised in favour of the innocent, surely, as you say, 'it has much the function of a Crown prosecutor, and of a judge to use all diligence that a guilty person shall not escape, as it is the duty of a jury to weigh evidence and not to punish an innocent man.' But—and this it was my purpose to express on taking up my pen—from how many difficulties that hedge round a case of this kind would there have been deliverance had we had here the Scottish verdict not proven! I am not conversant with the legal modus operandi that environs the prisoner in the country where such verdict may be written against him. But under its eye till fully satisfied and palpable to everyone, is the Justice and security of a verdict so fair to the prisoner and securitive to society.—I am, &c.—J. R. TELEGRAMS ENGLISH AND FOREIGN. ◆ LONDON, April 26. Sydney coura is quoted £18. The following further additional appointments to the new Ministry have been announced:—Sir William Vernon Harcourt becomes Secretary of State for the Home Department; the Duke of Argyll fills the position of Lord President of the Council. Mr G. J. Goschen and Lord Rosebery were offered, but declined portfolios in the new Ministry. April 28. Lord Kimberley has accepted office as principal secretary of State for the Colonies; Lord John Spencer, President of Council; Duke of Argyle Privy Seal; Earl Ripon Viceroy of India; Sir C. Wentworth Dilke, Foreign Under-Secretary;—to the Home Office. It is reported that the author of the Winter Palace explosion has been arrested. The Hon. John Bright has been appointed Chancellor of the Duchy of Lancaster, the office which he held in the last Gladstone Administration. CALCUTTA, April 17. Latest news from Afghanistan announces further fighting at Ghuznee. The Hazalle tribes were again menacing a threatening aspect, and General Stewart consequently attacked and dislodged them from the heights surrounding Ghuznee. The enemy has retreated to the mountainous country beyond the valley. Intelligence has also been received of the resumption of hostilities at Cabul. The Afghans attacked Generals Ross and McPherson at Charasiab, but after heavy fighting, were repulsed with severe loss. The British loss during the action was trifling. ADEN, April 26. The steamship Somersetshire arrived here yesterday. KING GEORGE'S SOUND, April 28. The P. and O. steamship Malwa arrived here to-day with inward Suez mail. BERLIN, April 28. The German Parliament has rejected the Bill which was introduced for the purpose of granting a subsidy to the South Sea trading company which was taken over Goddefroy's business at Samoa. AUSTRALIAN CABLE. ADELAIDE, April 28. Owing to the prevalence of diphtheria and measles in Victoria, passengers arriving here from Melbourne are placed in quarantine for 24 hours. MELBOURNE, April 28. The Government have received a telegram from Mr Childers, resigning the position as Chairman of the Board of Advice of the Agent-General of Victoria in London, owing to his acceptance of the Secretaryship of State for war in the new Ministry. The Customs revenue for last year shows a decrease of £70,000 compared with the previous year, and notwithstanding the increase of taxation, the total value of imports for the year shows a decrease exceeding £1,000,000 and the exports show a falling off of £2,250,000. The Tararua has arrived from Bluff. She was 86 hours late with the English mail. The Orient Company's steamship Sorata which leaves Melbourne on the 24th May, will take the mails brought by the Potosi, but which missed the P. and O. Company's steamer at Aden outward bound yesterday. — [835, 26, 987, 1397]
signature: Auctioneer. — [299, 831, 328, 839]
paragraph: Three per cent consols, 99¼. — [14, 294, 85, 300]
contracts-list — [174, 282, 332, 354]
list-item: 600 Merino Ewes, fat — [8, 597, 61, 604]
news-item: ON Friday night last, Major Lean inspected our local corps, there being a good attendance, but not what might have been expected. — [505, 660, 663, 681]
lot-number: 630 — [8, 493, 31, 510]
list-item: 35 Acres Plantation and orchard. — [174, 173, 254, 180]
column-2 — [174, 26, 332, 1397]
news-item: Renewed applications have been made to the British Commission on behalf of America and France for increased space at the Melbourne International Exhibition. — [993, 544, 1144, 565]
news-item: A PART of the ill-fated train which went down in December last with the Tay Bridge has, it seems, turned up in Norway. While some fishermen were engaged in February last in hauling in their nets, an extraordinary object met their eyes. The superstitious fears of some mariners which have been written a great deal about lately led, them back for sometime, but their curiosity made them approach the supposed sea monster, and, to their great surprise, they found that it was something like a building. As the sea was calm they immediately commenced to tow it to the shore, where it was hauled up on the beach, and was then found to be a damaged railway wagon. The windows were off, the windows smashed, and one door hanging on its hinges. By the name on it, 'Edinburgh and Glasgow Railway,' it was at once surmised that it must have been one of the wagons separated from the train which went off with the disaster on Tay Bridge. In the carriage was found a portmanteau containing garments, some of them marked 'P.R.' The wagon was sent on to Hangesund, to be forwarded thence to Bergen. — [505, 303, 663, 432]
printing-heading: PRINTING ELECTORAL ROLLS. — [189, 447, 317, 457]
news-item: The People of Reading Pa., U.S.A. have been horrified by the enactment of a terrible tragedy here last night, the result of jealousy. It occurred at the residence of Mrs Shockell, who keeps a boarding-house here, and she was one of the victims. The other was one of her boarders; the details which are here given are simply astounding, when the open and startling character of the horse engaged in it are taken into consideration. Mrs Shockell is a widow, with several boarders; is an elderly gentleman named Pfeifer Nagle, who, it appears, was in love with the widow, and one night was extremely jealous when she entertained another gentleman alone in the parlour. Nagle came home and went into the back sitting room. Instead of going to his room and retiring, as usual he remained down stairs and sat on the lounge until the widow and her friend parted company. When the visitor left Mrs Shockell closed the front of the house and came back to the sitting room, where she was confronted by Nagle, who accused her of infidelity and exclaimed, 'If you won't have me nobody else shall have you.' He then pulled out a hatchet, which he had concealed under his coat, and struck Mrs Shockell on the head knocking her senseless on the floor. Her skull was fractured, and she is in a critical condition this morning. Immediately after Nagle had struck her, seized a butcher's knife, drew it across his throat, and fell at the feet of his victim. He recovered sufficiently to crawl to the prostrate form, and gasped, 'We will die together.' A few moments later, another boarder having heard the noise rushed into the room, and found them in a pool of blood. He said he wanted to die, and he tried to get hold of another knife. Work from loss of blood he failed, and succumbed. He was about 50 years of age, and the widow about 55. Both have died since. — [993, 593, 1144, 815]
